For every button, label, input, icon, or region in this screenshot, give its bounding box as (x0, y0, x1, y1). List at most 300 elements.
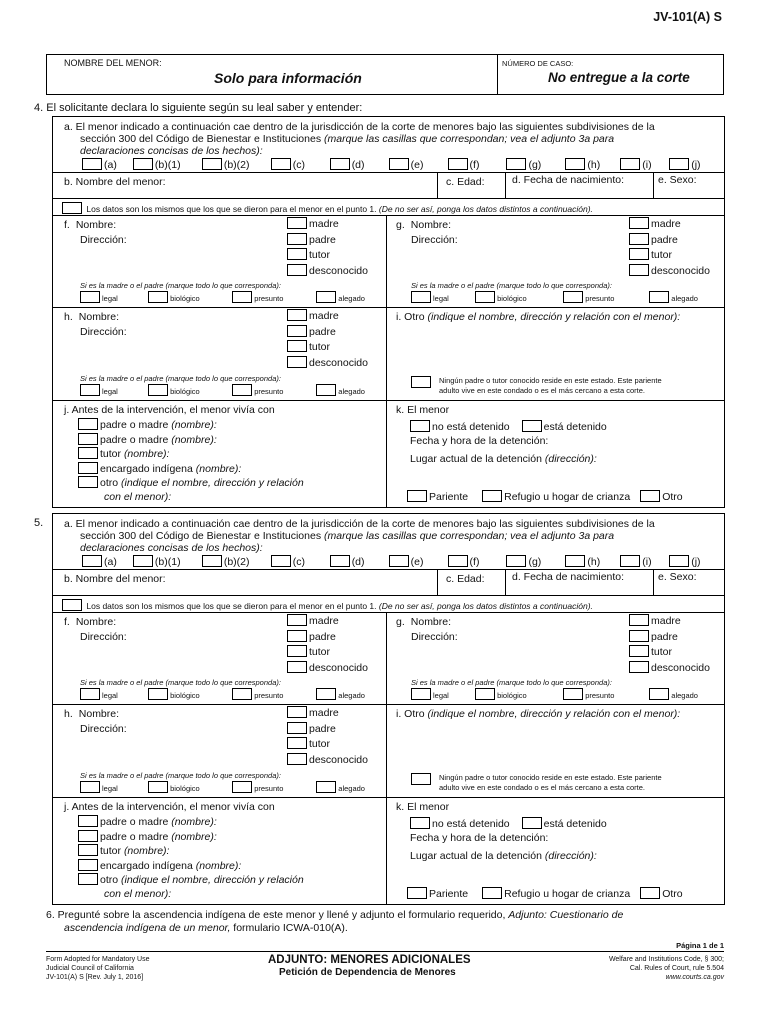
j-opt3-text: tutor (100, 845, 122, 857)
h-madre-checkbox[interactable] (287, 706, 307, 718)
section-item-5 (0, 397, 770, 900)
j-custodian-checkbox[interactable] (78, 859, 98, 871)
f-address-label[interactable]: Dirección: (80, 631, 127, 643)
detention-place-text: Lugar actual de la detención (410, 453, 542, 465)
subdiv-g-label: (g) (528, 556, 542, 568)
g-tutor-label: tutor (651, 646, 673, 658)
g-biologico-checkbox[interactable] (475, 291, 495, 303)
i-label-italic: (indique el nombre, dirección y relación con el menor): (427, 311, 681, 323)
subdiv-g-checkbox[interactable] (506, 555, 526, 567)
footer-left-1: Form Adopted for Mandatory Use (46, 956, 150, 963)
j-opt5-italic: (indique el nombre, dirección y relación (121, 477, 304, 489)
h-padre-label: padre (309, 722, 336, 735)
j-tutor-checkbox[interactable] (78, 844, 98, 856)
h-tutor-checkbox[interactable] (287, 340, 307, 352)
j-opt1-text: padre o madre (100, 419, 169, 431)
g-madre-checkbox[interactable] (629, 614, 649, 626)
g-biologico-label: biológico (497, 294, 527, 303)
f-presunto-label: presunto (254, 294, 284, 303)
j-opt4-text: encargado indígena (100, 859, 193, 872)
relative-label: Pariente (429, 491, 469, 503)
item6-text2: formulario ICWA-010(A). (233, 922, 348, 934)
h-padre-checkbox[interactable] (287, 325, 307, 337)
dob-label[interactable]: d. Fecha de nacimiento: (512, 571, 625, 583)
col-divider (437, 172, 438, 198)
f-biologico-checkbox[interactable] (148, 688, 168, 700)
shelter-label: Refugio u hogar de crianza (504, 888, 631, 900)
footer-right (609, 955, 724, 982)
no-parent-row (411, 376, 662, 396)
relative-checkbox[interactable] (407, 887, 427, 899)
no-parent-checkbox[interactable] (411, 376, 431, 388)
g-madre-label: madre (651, 615, 681, 627)
h-letter: h. (64, 311, 73, 323)
row-divider (52, 704, 725, 705)
f-madre-checkbox[interactable] (287, 217, 307, 229)
page-number: Página 1 de 1 (676, 941, 724, 950)
dob-label[interactable]: d. Fecha de nacimiento: (512, 174, 625, 186)
not-detained-label: no está detenido (432, 421, 510, 433)
a-line3: declaraciones concisas de los hechos): (80, 542, 263, 554)
k-detention-row (410, 817, 607, 830)
f-letter: f. (64, 616, 70, 628)
f-alegado-checkbox[interactable] (316, 688, 336, 700)
h-desconocido-checkbox[interactable] (287, 356, 307, 368)
shelter-checkbox[interactable] (482, 887, 502, 899)
subdiv-j-checkbox[interactable] (669, 555, 689, 567)
no-parent-checkbox[interactable] (411, 773, 431, 785)
same-data-checkbox[interactable] (62, 599, 82, 611)
h-presunto-checkbox[interactable] (232, 384, 252, 396)
form-id: JV-101(A) S (653, 10, 722, 24)
h-presunto-label: presunto (254, 387, 284, 396)
j-opt2-italic: (nombre): (171, 433, 217, 446)
j-opt1-italic: (nombre): (171, 816, 217, 828)
footer-subtitle: Petición de Dependencia de Menores (279, 967, 456, 978)
child-name-b-label[interactable]: b. Nombre del menor: (64, 176, 166, 188)
subdiv-j-label: (j) (691, 556, 701, 568)
subdiv-e-checkbox[interactable] (389, 555, 409, 567)
j-opt3-text: tutor (100, 448, 122, 460)
f-desconocido-label: desconocido (309, 264, 368, 277)
h-name-label[interactable] (64, 311, 119, 323)
row-divider (52, 307, 725, 308)
subdiv-a-label: (a) (104, 556, 117, 568)
g-name-label[interactable] (396, 219, 451, 231)
f-tutor-label: tutor (309, 646, 331, 658)
h-tutor-label: tutor (309, 738, 331, 750)
no-deliver-label: No entregue a la corte (548, 70, 690, 85)
j-opt2-text: padre o madre (100, 830, 169, 843)
subdiv-f-checkbox[interactable] (448, 158, 468, 170)
footer-right-1: Welfare and Institutions Code, § 300; (608, 956, 724, 963)
relative-label: Pariente (429, 888, 469, 900)
f-name-label[interactable] (64, 616, 116, 628)
h-roles (287, 309, 368, 371)
age-label[interactable]: c. Edad: (446, 176, 485, 188)
subdiv-h-checkbox[interactable] (565, 158, 585, 170)
j-opt4-italic: (nombre): (195, 462, 242, 475)
h-presunto-label: presunto (254, 784, 284, 793)
f-madre-label: madre (309, 218, 339, 230)
a-line2-text: sección 300 del Código de Bienestar e Instituciones (80, 530, 322, 542)
subdiv-h-label: (h) (587, 556, 601, 568)
subdiv-d-checkbox[interactable] (330, 555, 350, 567)
info-only-label: Solo para información (214, 70, 362, 86)
detained-checkbox[interactable] (522, 817, 542, 829)
subdiv-d-label: (d) (351, 159, 365, 171)
j-opt1-text: padre o madre (100, 816, 169, 828)
h-alegado-checkbox[interactable] (316, 384, 336, 396)
g-padre-label: padre (651, 630, 678, 643)
subdiv-i-label: (i) (642, 556, 652, 568)
h-madre-label: madre (309, 310, 339, 322)
g-presunto-label: presunto (585, 691, 615, 700)
f-desconocido-checkbox[interactable] (287, 264, 307, 276)
j-opt1-italic: (nombre): (171, 419, 217, 431)
k-label: k. El menor (396, 404, 450, 416)
h-alegado-label: alegado (338, 387, 365, 396)
no-parent-text (439, 376, 662, 396)
g-desconocido-checkbox[interactable] (629, 264, 649, 276)
same-data-text: Los datos son los mismos que los que se dieron para el menor en el punto 1. (86, 601, 377, 611)
not-detained-checkbox[interactable] (410, 817, 430, 829)
subdiv-c-checkbox[interactable] (271, 555, 291, 567)
row-divider (52, 198, 725, 199)
subdiv-f-checkbox[interactable] (448, 555, 468, 567)
shelter-label: Refugio u hogar de crianza (504, 491, 631, 503)
subdiv-a-label: (a) (104, 159, 117, 171)
subdiv-b2-checkbox[interactable] (202, 555, 222, 567)
h-alegado-checkbox[interactable] (316, 781, 336, 793)
subdiv-b2-label: (b)(2) (223, 556, 250, 568)
i-label-text: i. Otro (396, 311, 425, 323)
h-desconocido-label: desconocido (309, 753, 368, 766)
col-divider (653, 172, 654, 198)
j-opt2-italic: (nombre): (171, 830, 217, 843)
f-desconocido-checkbox[interactable] (287, 661, 307, 673)
f-madre-label: madre (309, 615, 339, 627)
no-parent-line1: Ningún padre o tutor conocido reside en este estado. Este pariente (439, 773, 662, 782)
subdiv-d-checkbox[interactable] (330, 158, 350, 170)
h-biologico-checkbox[interactable] (148, 384, 168, 396)
g-alegado-checkbox[interactable] (649, 291, 669, 303)
subdiv-g-checkbox[interactable] (506, 158, 526, 170)
j-opt5-italic: (indique el nombre, dirección y relación (121, 874, 304, 886)
g-tutor-label: tutor (651, 249, 673, 261)
g-legal-checkbox[interactable] (411, 688, 431, 700)
g-tutor-checkbox[interactable] (629, 248, 649, 260)
g-presunto-checkbox[interactable] (563, 688, 583, 700)
subdiv-i-label: (i) (642, 159, 652, 171)
subdiv-f-label: (f) (469, 556, 480, 568)
child-name-b-label[interactable]: b. Nombre del menor: (64, 573, 166, 585)
detention-time-label[interactable]: Fecha y hora de la detención: (410, 832, 549, 844)
subdiv-b1-checkbox[interactable] (133, 158, 153, 170)
f-address-label[interactable]: Dirección: (80, 234, 127, 246)
j-parent2-checkbox[interactable] (78, 830, 98, 842)
h-presunto-checkbox[interactable] (232, 781, 252, 793)
subdiv-f-label: (f) (469, 159, 480, 171)
f-presunto-checkbox[interactable] (232, 291, 252, 303)
j-opt4-italic: (nombre): (195, 859, 242, 872)
h-tutor-checkbox[interactable] (287, 737, 307, 749)
g-alegado-label: alegado (671, 691, 698, 700)
a-line2-italic: (marque las casillas que correspondan; vea el adjunto 3a para (324, 530, 615, 542)
detained-label: está detenido (543, 421, 607, 433)
col-divider (505, 172, 506, 198)
f-tutor-checkbox[interactable] (287, 248, 307, 260)
g-desconocido-label: desconocido (651, 661, 710, 674)
subdiv-g-label: (g) (528, 159, 542, 171)
h-address-label[interactable]: Dirección: (80, 326, 127, 338)
g-tutor-checkbox[interactable] (629, 645, 649, 657)
other-placement-checkbox[interactable] (640, 887, 660, 899)
h-madre-label: madre (309, 707, 339, 719)
f-padre-label: padre (309, 233, 336, 246)
g-legal-checkbox[interactable] (411, 291, 431, 303)
g-parent-types (411, 688, 698, 700)
sex-label[interactable]: e. Sexo: (658, 571, 697, 583)
detained-label: está detenido (543, 818, 607, 830)
other-placement-label: Otro (662, 888, 683, 900)
g-address-label[interactable]: Dirección: (411, 234, 458, 246)
item6-italic1: Adjunto: Cuestionario de (508, 909, 624, 921)
h-roles (287, 706, 368, 768)
g-letter: g. (396, 219, 405, 231)
f-name-text: Nombre: (75, 219, 117, 231)
f-presunto-checkbox[interactable] (232, 688, 252, 700)
subdiv-b1-label: (b)(1) (154, 556, 181, 568)
i-other-label[interactable] (396, 311, 680, 323)
g-name-text: Nombre: (410, 616, 452, 628)
f-legal-label: legal (102, 691, 118, 700)
footer-left (46, 955, 150, 982)
subdiv-c-checkbox[interactable] (271, 158, 291, 170)
g-desconocido-label: desconocido (651, 264, 710, 277)
f-roles (287, 614, 368, 676)
f-padre-checkbox[interactable] (287, 233, 307, 245)
no-parent-row (411, 773, 662, 793)
f-biologico-label: biológico (170, 691, 200, 700)
f-alegado-label: alegado (338, 294, 365, 303)
same-data-checkbox[interactable] (62, 202, 82, 214)
detention-place-label[interactable] (410, 850, 597, 862)
a-line1: a. El menor indicado a continuación cae dentro de la jurisdicción de la corte de menores bajo las siguientes subdivisiones de la (64, 121, 655, 133)
j-label: j. Antes de la intervención, el menor vivía con (64, 404, 275, 416)
footer-left-2: Judicial Council of California (46, 965, 134, 972)
subdiv-b1-checkbox[interactable] (133, 555, 153, 567)
subdiv-c-label: (c) (292, 556, 306, 568)
subdiv-h-label: (h) (587, 159, 601, 171)
col-divider (653, 569, 654, 595)
item6-italic2: ascendencia indígena de un menor, (64, 922, 231, 934)
detention-place-italic: (dirección): (544, 453, 597, 465)
same-data-text: Los datos son los mismos que los que se dieron para el menor en el punto 1. (86, 204, 377, 214)
same-data-italic: (De no ser así, ponga los datos distintos a continuación). (378, 601, 593, 611)
g-madre-label: madre (651, 218, 681, 230)
g-address-label[interactable]: Dirección: (411, 631, 458, 643)
f-roles (287, 217, 368, 279)
row-divider (52, 215, 725, 216)
subdiv-e-checkbox[interactable] (389, 158, 409, 170)
h-legal-label: legal (102, 387, 118, 396)
detention-time-label[interactable]: Fecha y hora de la detención: (410, 435, 549, 447)
item5-number: 5. (34, 517, 44, 529)
subdiv-c-label: (c) (292, 159, 306, 171)
subdiv-i-checkbox[interactable] (620, 158, 640, 170)
header-divider (497, 54, 498, 95)
h-address-label[interactable]: Dirección: (80, 723, 127, 735)
footer-rule (46, 951, 724, 952)
i-label-italic: (indique el nombre, dirección y relación con el menor): (427, 708, 681, 720)
same-data-italic: (De no ser así, ponga los datos distintos a continuación). (378, 204, 593, 214)
f-if-parent: Si es la madre o el padre (marque todo lo que corresponda): (80, 281, 281, 290)
g-alegado-checkbox[interactable] (649, 688, 669, 700)
a-line2-italic: (marque las casillas que correspondan; vea el adjunto 3a para (324, 133, 615, 145)
footer-right-3: www.courts.ca.gov (665, 974, 724, 981)
f-biologico-label: biológico (170, 294, 200, 303)
h-name-text: Nombre: (78, 708, 120, 720)
g-alegado-label: alegado (671, 294, 698, 303)
f-legal-checkbox[interactable] (80, 688, 100, 700)
g-padre-label: padre (651, 233, 678, 246)
g-biologico-label: biológico (497, 691, 527, 700)
h-legal-label: legal (102, 784, 118, 793)
child-name-label: NOMBRE DEL MENOR: (64, 58, 162, 68)
subdivision-row (82, 555, 701, 568)
f-parent-types (80, 291, 365, 303)
item6-line2 (64, 922, 348, 934)
j-opt3-italic: (nombre): (123, 845, 170, 857)
detention-place-text: Lugar actual de la detención (410, 850, 542, 862)
footer-right-2: Cal. Rules of Court, rule 5.504 (629, 965, 724, 972)
j-opt4-text: encargado indígena (100, 462, 193, 475)
j-options (78, 815, 304, 901)
sex-label[interactable]: e. Sexo: (658, 174, 697, 186)
h-padre-label: padre (309, 325, 336, 338)
subdiv-b1-label: (b)(1) (154, 159, 181, 171)
subdiv-e-label: (e) (410, 159, 424, 171)
j-parent1-checkbox[interactable] (78, 815, 98, 827)
h-biologico-label: biológico (170, 387, 200, 396)
h-desconocido-checkbox[interactable] (287, 753, 307, 765)
subdivision-row (82, 158, 701, 171)
h-biologico-label: biológico (170, 784, 200, 793)
k-label: k. El menor (396, 801, 450, 813)
g-name-label[interactable] (396, 616, 451, 628)
g-biologico-checkbox[interactable] (475, 688, 495, 700)
no-parent-text (439, 773, 662, 793)
subdiv-i-checkbox[interactable] (620, 555, 640, 567)
f-name-label[interactable] (64, 219, 116, 231)
same-data-row (62, 599, 593, 611)
h-alegado-label: alegado (338, 784, 365, 793)
h-name-label[interactable] (64, 708, 119, 720)
placement-row (407, 887, 683, 900)
h-padre-checkbox[interactable] (287, 722, 307, 734)
j-opt3-italic: (nombre): (123, 448, 170, 460)
a-line2 (80, 133, 614, 145)
row-divider (52, 569, 725, 570)
f-name-text: Nombre: (75, 616, 117, 628)
a-line2-text: sección 300 del Código de Bienestar e Instituciones (80, 133, 322, 145)
f-madre-checkbox[interactable] (287, 614, 307, 626)
h-legal-checkbox[interactable] (80, 384, 100, 396)
subdiv-b2-checkbox[interactable] (202, 158, 222, 170)
f-legal-checkbox[interactable] (80, 291, 100, 303)
other-placement-label: Otro (662, 491, 683, 503)
detention-place-italic: (dirección): (544, 850, 597, 862)
f-alegado-checkbox[interactable] (316, 291, 336, 303)
no-parent-line1: Ningún padre o tutor conocido reside en este estado. Este pariente (439, 376, 662, 385)
h-parent-types (80, 384, 365, 396)
f-biologico-checkbox[interactable] (148, 291, 168, 303)
item6-text1: 6. Pregunté sobre la ascendencia indígena de este menor y llené y adjunto el formulario requerido, (46, 909, 506, 921)
item6-line1 (46, 909, 623, 921)
a-line1: a. El menor indicado a continuación cae dentro de la jurisdicción de la corte de menores bajo las siguientes subdivisiones de la (64, 518, 655, 530)
g-if-parent: Si es la madre o el padre (marque todo lo que corresponda): (411, 281, 612, 290)
g-padre-checkbox[interactable] (629, 233, 649, 245)
no-parent-line2: adulto vive en este condado o es el más cercano a esta corte. (439, 386, 645, 395)
h-legal-checkbox[interactable] (80, 781, 100, 793)
subdiv-a-checkbox[interactable] (82, 555, 102, 567)
subdiv-a-checkbox[interactable] (82, 158, 102, 170)
col-divider (505, 569, 506, 595)
i-other-label[interactable] (396, 708, 680, 720)
g-legal-label: legal (433, 294, 449, 303)
h-parent-types (80, 781, 365, 793)
h-name-text: Nombre: (78, 311, 120, 323)
h-madre-checkbox[interactable] (287, 309, 307, 321)
f-legal-label: legal (102, 294, 118, 303)
f-tutor-checkbox[interactable] (287, 645, 307, 657)
i-label-text: i. Otro (396, 708, 425, 720)
subdiv-j-checkbox[interactable] (669, 158, 689, 170)
footer-left-3: JV-101(A) S [Rev. July 1, 2016] (46, 974, 144, 981)
g-parent-types (411, 291, 698, 303)
row-divider (52, 797, 725, 798)
g-madre-checkbox[interactable] (629, 217, 649, 229)
col-divider (437, 569, 438, 595)
a-line2 (80, 530, 614, 542)
subdiv-h-checkbox[interactable] (565, 555, 585, 567)
center-divider (386, 612, 387, 905)
j-other-checkbox[interactable] (78, 873, 98, 885)
g-roles (629, 614, 710, 676)
same-data-row (62, 202, 593, 214)
f-padre-label: padre (309, 630, 336, 643)
row-divider (52, 595, 725, 596)
a-line3: declaraciones concisas de los hechos): (80, 145, 263, 157)
h-biologico-checkbox[interactable] (148, 781, 168, 793)
g-desconocido-checkbox[interactable] (629, 661, 649, 673)
h-desconocido-label: desconocido (309, 356, 368, 369)
subdiv-b2-label: (b)(2) (223, 159, 250, 171)
g-presunto-checkbox[interactable] (563, 291, 583, 303)
row-divider (52, 612, 725, 613)
g-padre-checkbox[interactable] (629, 630, 649, 642)
f-presunto-label: presunto (254, 691, 284, 700)
f-parent-types (80, 688, 365, 700)
g-presunto-label: presunto (585, 294, 615, 303)
g-roles (629, 217, 710, 279)
g-legal-label: legal (433, 691, 449, 700)
f-padre-checkbox[interactable] (287, 630, 307, 642)
age-label[interactable]: c. Edad: (446, 573, 485, 585)
j-opt5-cont: con el menor): (104, 887, 172, 900)
subdiv-j-label: (j) (691, 159, 701, 171)
